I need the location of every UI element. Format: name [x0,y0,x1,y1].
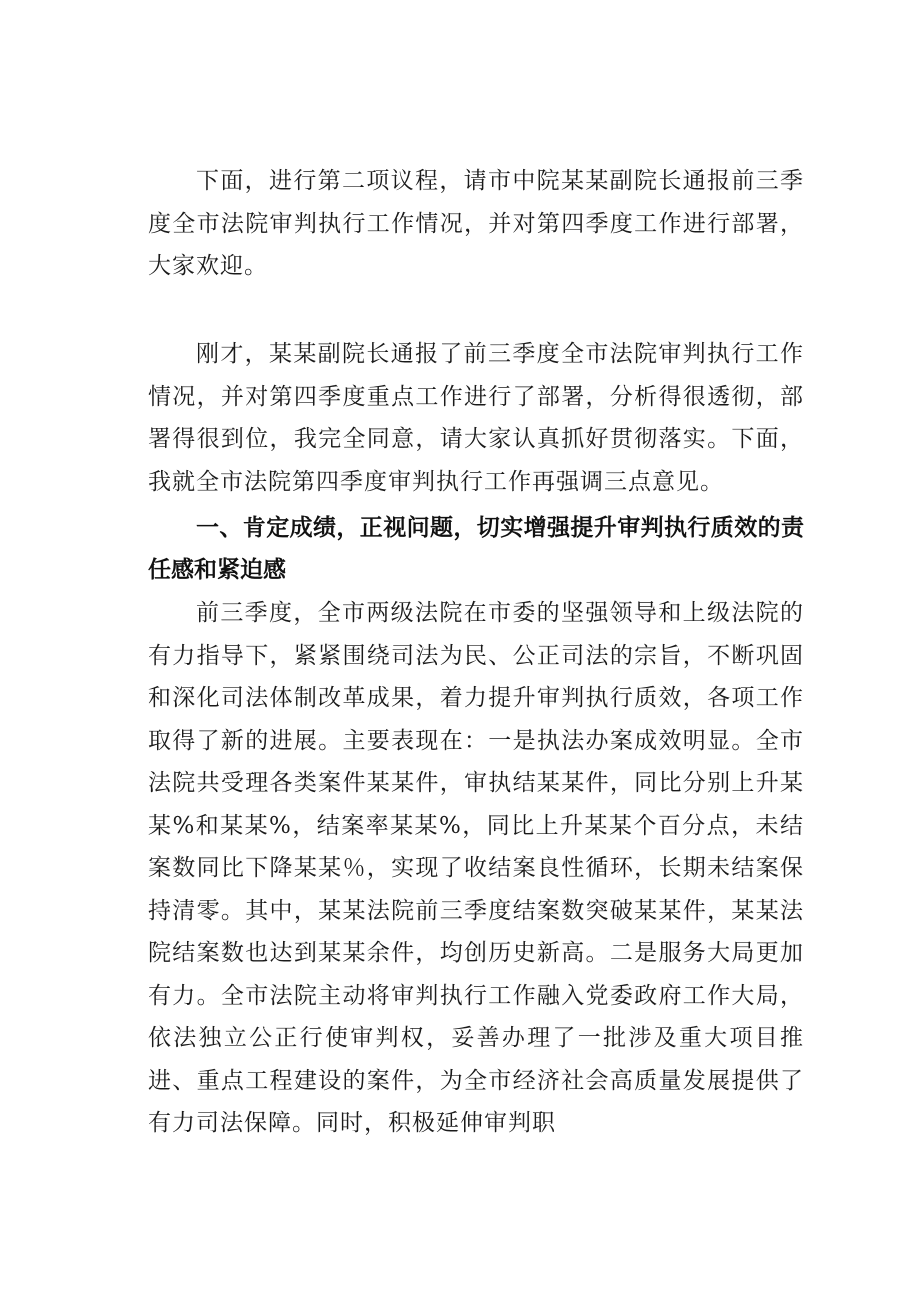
paragraph-response-remarks: 刚才，某某副院长通报了前三季度全市法院审判执行工作情况，并对第四季度重点工作进行了部署，分析得很透彻，部署得很到位，我完全同意，请大家认真抓好贯彻落实。下面，我就全市法院第四季度审判执行工作再强调三点意见。 [148,341,804,495]
paragraph-achievements: 前三季度，全市两级法院在市委的坚强领导和上级法院的有力指导下，紧紧围绕司法为民、公正司法的宗旨，不断巩固和深化司法体制改革成果，着力提升审判执行质效，各项工作取得了新的进展。主要表现在：一是执法办案成效明显。全市法院共受理各类案件某某件，审执结某某件，同比分别上升某某%和某某%，结案率某某%，同比上升某某个百分点，未结案数同比下降某某％，实现了收结案良性循环，长期未结案保持清零。其中，某某法院前三季度结案数突破某某件，某某法院结案数也达到某某余件，均创历史新高。二是服务大局更加有力。全市法院主动将审判执行工作融入党委政府工作大局，依法独立公正行使审判权，妥善办理了一批涉及重大项目推进、重点工程建设的案件，为全市经济社会高质量发展提供了有力司法保障。同时，积极延伸审判职 [148,600,804,1136]
section-heading-one: 一、肯定成绩，正视问题，切实增强提升审判执行质效的责任感和紧迫感 [148,515,804,583]
paragraph-agenda-announcement: 下面，进行第二项议程，请市中院某某副院长通报前三季度全市法院审判执行工作情况，并对第四季度工作进行部署，大家欢迎。 [148,168,804,279]
